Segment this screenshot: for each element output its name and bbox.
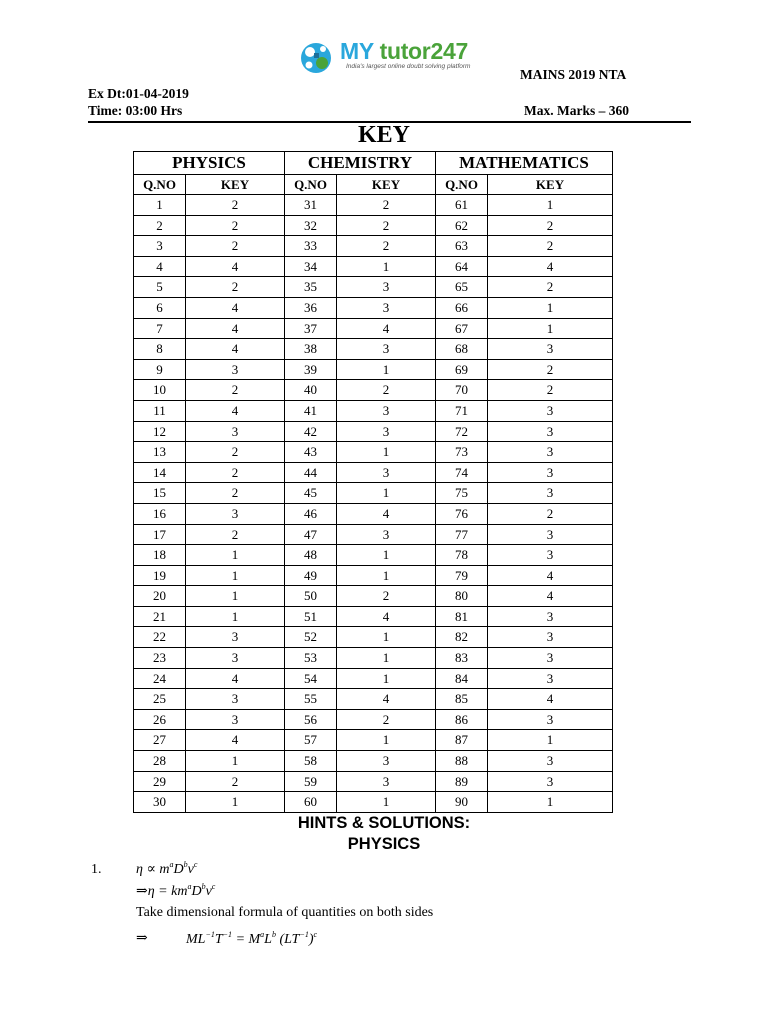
answer-key-cell: 3 (186, 689, 285, 710)
answer-key-cell: 1 (337, 565, 436, 586)
answer-key-cell: 1 (186, 545, 285, 566)
answer-key-cell: 2 (488, 277, 613, 298)
answer-key-cell: 2 (186, 771, 285, 792)
answer-key-cell: 3 (488, 751, 613, 772)
answer-key-cell: 2 (337, 195, 436, 216)
table-row (134, 400, 613, 421)
table-row (134, 586, 613, 607)
question-number-cell: 19 (134, 565, 186, 586)
question-number-cell: 5 (134, 277, 186, 298)
question-number-cell: 77 (436, 524, 488, 545)
question-number-cell: 82 (436, 627, 488, 648)
answer-key-cell: 1 (186, 751, 285, 772)
question-number-cell: 21 (134, 606, 186, 627)
question-number-cell: 73 (436, 442, 488, 463)
question-number-cell: 68 (436, 339, 488, 360)
question-number-cell: 63 (436, 236, 488, 257)
question-number-cell: 36 (285, 297, 337, 318)
answer-key-cell: 3 (337, 400, 436, 421)
answer-key-cell: 3 (186, 709, 285, 730)
answer-key-cell: 3 (337, 277, 436, 298)
answer-key-cell: 2 (186, 442, 285, 463)
table-row (134, 195, 613, 216)
answer-key-cell: 3 (488, 400, 613, 421)
question-number-cell: 71 (436, 400, 488, 421)
question-number-cell: 30 (134, 792, 186, 813)
question-number-cell: 31 (285, 195, 337, 216)
table-row (134, 503, 613, 524)
answer-key-cell: 3 (488, 771, 613, 792)
question-number-cell: 1 (134, 195, 186, 216)
question-number-cell: 72 (436, 421, 488, 442)
answer-key-cell: 3 (337, 771, 436, 792)
answer-key-cell: 3 (337, 339, 436, 360)
table-row (134, 462, 613, 483)
section-header-chemistry: CHEMISTRY (285, 152, 436, 175)
answer-key-rows (134, 195, 613, 813)
answer-key-cell: 2 (337, 215, 436, 236)
question-number-cell: 26 (134, 709, 186, 730)
answer-key-cell: 4 (488, 256, 613, 277)
question-number-cell: 40 (285, 380, 337, 401)
question-number-cell: 2 (134, 215, 186, 236)
question-number-cell: 59 (285, 771, 337, 792)
answer-key-cell: 2 (488, 236, 613, 257)
answer-key-cell: 3 (488, 339, 613, 360)
question-number-cell: 87 (436, 730, 488, 751)
answer-key-cell: 3 (337, 297, 436, 318)
col-header-key: KEY (337, 175, 436, 195)
answer-key-cell: 2 (186, 524, 285, 545)
question-number-cell: 90 (436, 792, 488, 813)
question-number-cell: 54 (285, 668, 337, 689)
question-number-cell: 48 (285, 545, 337, 566)
question-number-cell: 33 (285, 236, 337, 257)
answer-key-cell: 2 (186, 483, 285, 504)
answer-key-cell: 3 (337, 462, 436, 483)
answer-key-cell: 4 (337, 606, 436, 627)
answer-key-cell: 2 (186, 195, 285, 216)
question-number-cell: 52 (285, 627, 337, 648)
answer-key-cell: 1 (337, 483, 436, 504)
answer-key-cell: 4 (186, 297, 285, 318)
answer-key-cell: 3 (488, 627, 613, 648)
answer-key-cell: 3 (488, 709, 613, 730)
question-number-cell: 8 (134, 339, 186, 360)
question-number-cell: 84 (436, 668, 488, 689)
logo-brand-my: MY (340, 38, 374, 64)
answer-key-cell: 3 (337, 421, 436, 442)
answer-key-cell: 2 (337, 380, 436, 401)
question-number-cell: 39 (285, 359, 337, 380)
table-row (134, 648, 613, 669)
table-row (134, 689, 613, 710)
question-number-cell: 55 (285, 689, 337, 710)
question-number-cell: 74 (436, 462, 488, 483)
question-number-cell: 3 (134, 236, 186, 257)
answer-key-cell: 3 (488, 442, 613, 463)
question-number-cell: 89 (436, 771, 488, 792)
question-number-cell: 75 (436, 483, 488, 504)
question-number-cell: 15 (134, 483, 186, 504)
hints-subject: PHYSICS (347, 835, 421, 853)
question-number-cell: 28 (134, 751, 186, 772)
col-header-key: KEY (186, 175, 285, 195)
question-number-cell: 18 (134, 545, 186, 566)
answer-key-cell: 4 (337, 318, 436, 339)
question-number-cell: 44 (285, 462, 337, 483)
table-row (134, 709, 613, 730)
question-number-cell: 46 (285, 503, 337, 524)
question-number-cell: 6 (134, 297, 186, 318)
question-number-cell: 25 (134, 689, 186, 710)
answer-key-cell: 3 (488, 421, 613, 442)
question-number-cell: 9 (134, 359, 186, 380)
answer-key-cell: 4 (186, 318, 285, 339)
table-row (134, 730, 613, 751)
table-row (134, 565, 613, 586)
question-number-cell: 78 (436, 545, 488, 566)
answer-key-cell: 1 (488, 730, 613, 751)
hints-title: HINTS & SOLUTIONS: (297, 814, 471, 832)
answer-key-cell: 1 (186, 565, 285, 586)
question-number-cell: 67 (436, 318, 488, 339)
question-number-cell: 56 (285, 709, 337, 730)
solution-formula-1: $\eta \propto m^aD^bv^c$ (136, 860, 198, 877)
table-row (134, 771, 613, 792)
answer-key-cell: 4 (186, 668, 285, 689)
answer-key-cell: 1 (337, 545, 436, 566)
table-row (134, 380, 613, 401)
question-number-cell: 47 (285, 524, 337, 545)
answer-key-cell: 1 (337, 648, 436, 669)
answer-key-cell: 2 (488, 215, 613, 236)
table-row (134, 236, 613, 257)
question-number-cell: 62 (436, 215, 488, 236)
table-row (134, 339, 613, 360)
answer-key-cell: 1 (186, 792, 285, 813)
table-row (134, 318, 613, 339)
answer-key-cell: 1 (488, 195, 613, 216)
question-number-cell: 16 (134, 503, 186, 524)
table-row (134, 524, 613, 545)
answer-key-cell: 2 (488, 380, 613, 401)
question-number-cell: 34 (285, 256, 337, 277)
answer-key-cell: 2 (186, 215, 285, 236)
answer-key-cell: 2 (488, 359, 613, 380)
question-number-cell: 27 (134, 730, 186, 751)
table-row (134, 751, 613, 772)
answer-key-cell: 2 (337, 236, 436, 257)
answer-key-cell: 1 (337, 792, 436, 813)
question-number-cell: 51 (285, 606, 337, 627)
answer-key-cell: 1 (488, 297, 613, 318)
question-number-cell: 64 (436, 256, 488, 277)
answer-key-cell: 3 (337, 751, 436, 772)
answer-key-cell: 3 (488, 545, 613, 566)
table-row (134, 359, 613, 380)
solution-formula-2: ⇒η = $km^aD^bv^c$ (136, 882, 216, 899)
answer-key-cell: 2 (186, 380, 285, 401)
answer-key-cell: 2 (186, 462, 285, 483)
question-number-cell: 66 (436, 297, 488, 318)
question-number-cell: 13 (134, 442, 186, 463)
question-number-cell: 41 (285, 400, 337, 421)
question-number-cell: 79 (436, 565, 488, 586)
exam-name: MAINS 2019 NTA (520, 67, 627, 82)
col-header-key: KEY (488, 175, 613, 195)
answer-key-cell: 4 (488, 689, 613, 710)
question-number-cell: 12 (134, 421, 186, 442)
question-number-cell: 61 (436, 195, 488, 216)
question-number-cell: 20 (134, 586, 186, 607)
question-number-cell: 42 (285, 421, 337, 442)
answer-key-cell: 3 (186, 503, 285, 524)
question-number-cell: 80 (436, 586, 488, 607)
answer-key-cell: 1 (337, 730, 436, 751)
answer-key-cell: 3 (186, 648, 285, 669)
question-number-cell: 50 (285, 586, 337, 607)
answer-key-cell: 1 (186, 586, 285, 607)
table-row (134, 442, 613, 463)
table-row (134, 215, 613, 236)
answer-key-cell: 2 (186, 236, 285, 257)
table-row (134, 668, 613, 689)
question-number-cell: 43 (285, 442, 337, 463)
table-row (134, 277, 613, 298)
question-number-cell: 69 (436, 359, 488, 380)
question-number-cell: 81 (436, 606, 488, 627)
answer-key-cell: 4 (337, 689, 436, 710)
answer-key-cell: 1 (337, 627, 436, 648)
table-row (134, 627, 613, 648)
question-number-cell: 22 (134, 627, 186, 648)
question-number-cell: 76 (436, 503, 488, 524)
solution-number: 1. (91, 862, 102, 877)
answer-key-cell: 2 (337, 586, 436, 607)
solution-implies-arrow: ⇒ (136, 931, 148, 946)
table-row (134, 421, 613, 442)
answer-key-cell: 1 (337, 359, 436, 380)
question-number-cell: 57 (285, 730, 337, 751)
question-number-cell: 29 (134, 771, 186, 792)
logo-tagline: India's largest online doubt solving platform (346, 63, 471, 70)
answer-key-cell: 4 (186, 256, 285, 277)
answer-key-cell: 3 (337, 524, 436, 545)
question-number-cell: 88 (436, 751, 488, 772)
col-header-qno: Q.NO (134, 175, 186, 195)
question-number-cell: 37 (285, 318, 337, 339)
answer-key-cell: 3 (186, 627, 285, 648)
question-number-cell: 4 (134, 256, 186, 277)
answer-key-cell: 3 (488, 648, 613, 669)
solution-text: Take dimensional formula of quantities on both sides (136, 905, 434, 920)
question-number-cell: 38 (285, 339, 337, 360)
question-number-cell: 60 (285, 792, 337, 813)
question-number-cell: 17 (134, 524, 186, 545)
table-row (134, 545, 613, 566)
answer-key-cell: 1 (337, 256, 436, 277)
key-title: KEY (357, 122, 410, 148)
col-header-qno: Q.NO (436, 175, 488, 195)
table-row (134, 606, 613, 627)
table-row (134, 256, 613, 277)
section-header-physics: PHYSICS (134, 152, 285, 175)
question-number-cell: 70 (436, 380, 488, 401)
question-number-cell: 86 (436, 709, 488, 730)
answer-key-cell: 2 (488, 503, 613, 524)
answer-key-cell: 3 (186, 359, 285, 380)
answer-key-cell: 3 (488, 606, 613, 627)
answer-key-table (133, 151, 613, 813)
answer-key-cell: 2 (186, 277, 285, 298)
answer-key-cell: 1 (488, 318, 613, 339)
answer-key-cell: 3 (488, 524, 613, 545)
logo-brand-tutor: tutor247 (379, 38, 468, 64)
question-number-cell: 85 (436, 689, 488, 710)
section-header-mathematics: MATHEMATICS (436, 152, 613, 175)
answer-key-cell: 4 (488, 586, 613, 607)
exam-time: Time: 03:00 Hrs (88, 103, 183, 118)
max-marks: Max. Marks – 360 (524, 103, 629, 118)
mytutor247-logo (296, 36, 476, 78)
question-number-cell: 35 (285, 277, 337, 298)
question-number-cell: 7 (134, 318, 186, 339)
question-number-cell: 49 (285, 565, 337, 586)
question-number-cell: 11 (134, 400, 186, 421)
logo-wordmark (340, 38, 468, 65)
answer-key-cell: 4 (337, 503, 436, 524)
table-row (134, 297, 613, 318)
question-number-cell: 83 (436, 648, 488, 669)
answer-key-cell: 4 (186, 400, 285, 421)
answer-key-cell: 1 (337, 442, 436, 463)
answer-key-cell: 3 (488, 668, 613, 689)
answer-key-cell: 1 (488, 792, 613, 813)
question-number-cell: 10 (134, 380, 186, 401)
question-number-cell: 14 (134, 462, 186, 483)
col-header-qno: Q.NO (285, 175, 337, 195)
answer-key-cell: 3 (488, 462, 613, 483)
answer-key-cell: 4 (186, 339, 285, 360)
answer-key-cell: 1 (337, 668, 436, 689)
solution-formula-3: $ML^{-1}T^{-1} = M^aL^b$ $(LT^{-1})^c$ (186, 930, 318, 947)
question-number-cell: 65 (436, 277, 488, 298)
table-row (134, 483, 613, 504)
answer-key-cell: 1 (186, 606, 285, 627)
question-number-cell: 53 (285, 648, 337, 669)
logo-globe-icon (296, 36, 340, 80)
question-number-cell: 32 (285, 215, 337, 236)
answer-key-cell: 3 (186, 421, 285, 442)
answer-key-cell: 4 (186, 730, 285, 751)
answer-key-cell: 4 (488, 565, 613, 586)
question-number-cell: 45 (285, 483, 337, 504)
answer-key-cell: 2 (337, 709, 436, 730)
table-row (134, 792, 613, 813)
question-number-cell: 58 (285, 751, 337, 772)
question-number-cell: 24 (134, 668, 186, 689)
exam-date: Ex Dt:01-04-2019 (88, 86, 189, 101)
answer-key-cell: 3 (488, 483, 613, 504)
question-number-cell: 23 (134, 648, 186, 669)
